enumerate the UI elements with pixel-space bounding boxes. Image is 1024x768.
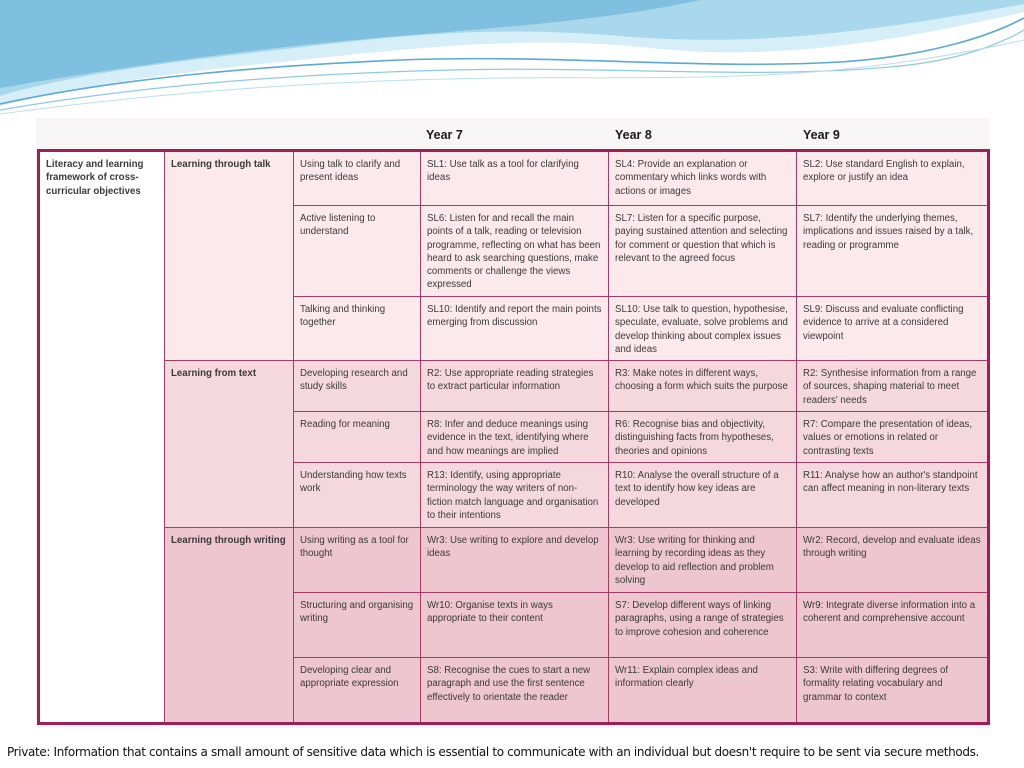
year-7-cell: SL1: Use talk as a tool for clarifying ideas <box>421 151 609 206</box>
focus-cell: Understanding how texts work <box>294 463 421 528</box>
year-9-cell: S3: Write with differing degrees of formality relating vocabulary and grammar to context <box>797 658 989 724</box>
year-9-cell: Wr2: Record, develop and evaluate ideas through writing <box>797 528 989 593</box>
strand-label: Learning through talk <box>165 151 294 361</box>
objectives-table <box>36 118 989 728</box>
year-9-cell: R7: Compare the presentation of ideas, values or emotions in related or contrasting texts <box>797 412 989 463</box>
year-7-header: Year 7 <box>426 128 463 142</box>
year-7-cell: Wr10: Organise texts in ways appropriate to their content <box>421 593 609 658</box>
year-8-cell: Wr11: Explain complex ideas and information clearly <box>609 658 797 724</box>
table-row <box>39 528 989 593</box>
year-9-cell: SL2: Use standard English to explain, explore or justify an idea <box>797 151 989 206</box>
year-9-cell: Wr9: Integrate diverse information into a coherent and comprehensive account <box>797 593 989 658</box>
year-8-cell: SL7: Listen for a specific purpose, paying sustained attention and selecting for comment or question that which is relevant to the agreed focus <box>609 206 797 297</box>
year-9-cell: R11: Analyse how an author's standpoint can affect meaning in non-literary texts <box>797 463 989 528</box>
year-7-cell: R13: Identify, using appropriate terminology the way writers of non-fiction match language and organisation to their intentions <box>421 463 609 528</box>
table-row <box>39 151 989 206</box>
year-8-cell: S7: Develop different ways of linking paragraphs, using a range of strategies to improve cohesion and coherence <box>609 593 797 658</box>
year-7-cell: SL10: Identify and report the main points emerging from discussion <box>421 297 609 361</box>
focus-cell: Using writing as a tool for thought <box>294 528 421 593</box>
year-9-cell: SL9: Discuss and evaluate conflicting evidence to arrive at a considered viewpoint <box>797 297 989 361</box>
year-7-cell: S8: Recognise the cues to start a new paragraph and use the first sentence effectively to orientate the reader <box>421 658 609 724</box>
year-8-cell: R6: Recognise bias and objectivity, distinguishing facts from hypotheses, theories and opinions <box>609 412 797 463</box>
focus-cell: Developing clear and appropriate expression <box>294 658 421 724</box>
focus-cell: Reading for meaning <box>294 412 421 463</box>
year-8-header: Year 8 <box>615 128 652 142</box>
strand-label: Learning from text <box>165 361 294 528</box>
focus-cell: Active listening to understand <box>294 206 421 297</box>
year-7-cell: R8: Infer and deduce meanings using evidence in the text, identifying where and how meanings are implied <box>421 412 609 463</box>
table-row <box>39 361 989 412</box>
decorative-wave-banner <box>0 0 1024 120</box>
privacy-footer: Private: Information that contains a small amount of sensitive data which is essential to communicate with an individual but doesn't require to be sent via secure methods. <box>7 745 980 759</box>
focus-cell: Using talk to clarify and present ideas <box>294 151 421 206</box>
year-8-cell: R3: Make notes in different ways, choosing a form which suits the purpose <box>609 361 797 412</box>
year-7-cell: Wr3: Use writing to explore and develop ideas <box>421 528 609 593</box>
year-9-cell: R2: Synthesise information from a range of sources, shaping material to meet readers' needs <box>797 361 989 412</box>
year-7-cell: R2: Use appropriate reading strategies to extract particular information <box>421 361 609 412</box>
focus-cell: Developing research and study skills <box>294 361 421 412</box>
year-8-cell: SL10: Use talk to question, hypothesise, speculate, evaluate, solve problems and develop thinking about complex issues and ideas <box>609 297 797 361</box>
objectives-grid <box>37 149 990 725</box>
year-8-cell: Wr3: Use writing for thinking and learning by recording ideas as they develop to aid reflection and problem solving <box>609 528 797 593</box>
framework-label: Literacy and learning framework of cross-curricular objectives <box>39 151 165 724</box>
focus-cell: Structuring and organising writing <box>294 593 421 658</box>
year-9-header: Year 9 <box>803 128 840 142</box>
year-8-cell: SL4: Provide an explanation or commentary which links words with actions or images <box>609 151 797 206</box>
year-7-cell: SL6: Listen for and recall the main points of a talk, reading or television programme, reflecting on what has been heard to ask searching questions, make comments or challenge the views expressed <box>421 206 609 297</box>
year-header-row <box>36 118 989 150</box>
year-8-cell: R10: Analyse the overall structure of a text to identify how key ideas are developed <box>609 463 797 528</box>
focus-cell: Talking and thinking together <box>294 297 421 361</box>
strand-label: Learning through writing <box>165 528 294 724</box>
year-9-cell: SL7: Identify the underlying themes, implications and issues raised by a talk, reading or programme <box>797 206 989 297</box>
